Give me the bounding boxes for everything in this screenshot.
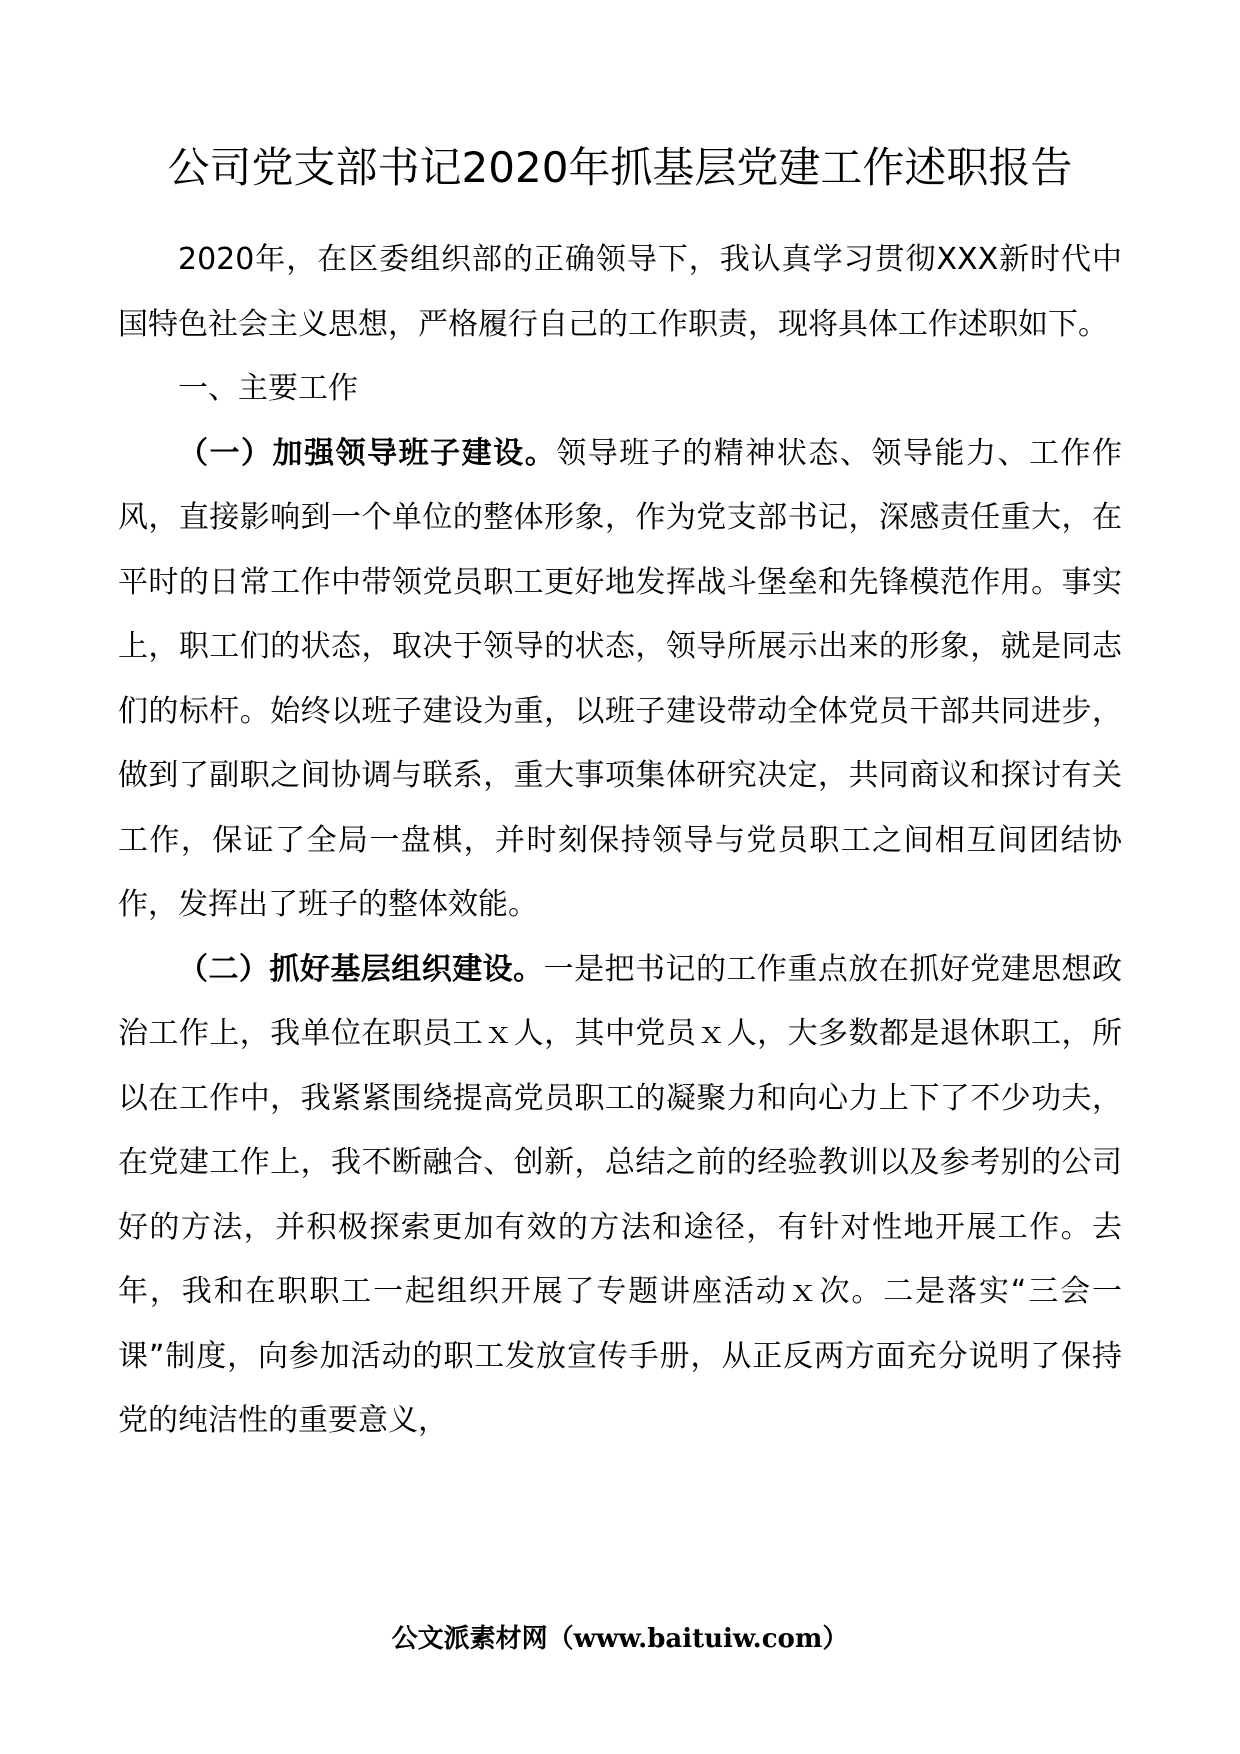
section-heading-main-work: [118, 357, 1122, 422]
document-body: [118, 228, 1122, 1454]
paragraph-text: 2020年，在区委组织部的正确领导下，我认真学习贯彻XXX新时代中国特色社会主义思想，严格履行自己的工作职责，现将具体工作述职如下。: [118, 242, 1122, 342]
paragraph-leadership: [118, 422, 1122, 938]
paragraph-intro: [118, 228, 1122, 357]
paragraph-text: 领导班子的精神状态、领导能力、工作作风，直接影响到一个单位的整体形象，作为党支部书记，深感责任重大，在平时的日常工作中带领党员职工更好地发挥战斗堡垒和先锋模范作用。事实上，职工们的状态，取决于领导的状态，领导所展示出来的形象，就是同志们的标杆。始终以班子建设为重，以班子建设带动全体党员干部共同进步，做到了副职之间协调与联系，重大事项集体研究决定，共同商议和探讨有关工作，保证了全局一盘棋，并时刻保持领导与党员职工之间相互间团结协作，发挥出了班子的整体效能。: [118, 435, 1123, 922]
paragraph-bold-lead: （一）加强领导班子建设。: [178, 435, 557, 471]
paragraph-grassroots: [118, 938, 1122, 1454]
footer-source: 公文派素材网（www.baituiw.com）: [391, 1624, 849, 1654]
document-title: 公司党支部书记2020年抓基层党建工作述职报告: [167, 143, 1073, 192]
paragraph-bold-lead: （二）抓好基层组织建设。: [178, 951, 544, 987]
paragraph-text: 一是把书记的工作重点放在抓好党建思想政治工作上，我单位在职员工ｘ人，其中党员ｘ人，大多数都是退休职工，所以在工作中，我紧紧围绕提高党员职工的凝聚力和向心力上下了不少功夫，在党建工作上，我不断融合、创新，总结之前的经验教训以及参考别的公司好的方法，并积极探索更加有效的方法和途径，有针对性地开展工作。去年，我和在职职工一起组织开展了专题讲座活动ｘ次。二是落实“三会一课”制度，向参加活动的职工发放宣传手册，从正反两方面充分说明了保持党的纯洁性的重要意义，: [118, 951, 1123, 1438]
section-heading-text: 一、主要工作: [178, 371, 358, 406]
